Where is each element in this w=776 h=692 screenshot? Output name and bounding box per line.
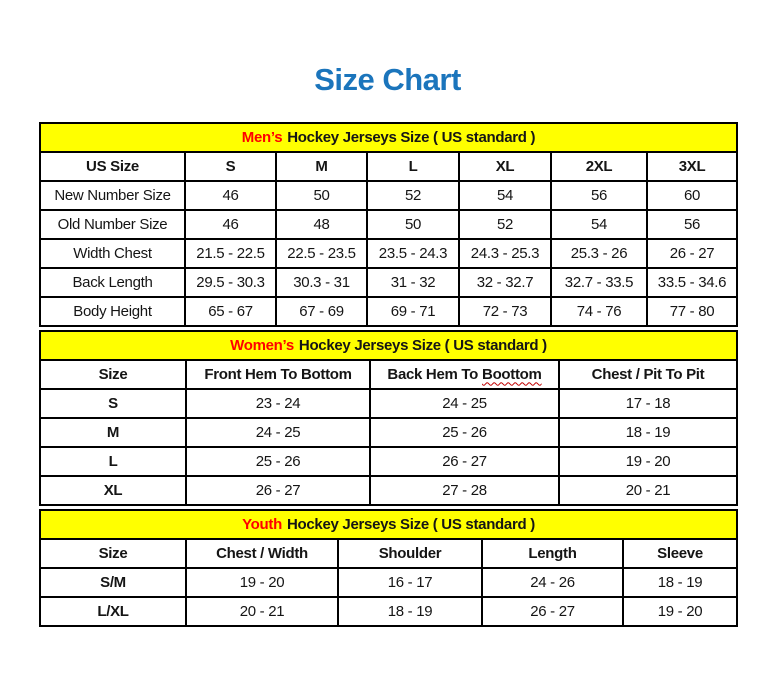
table-row <box>40 447 737 476</box>
column-header: Shoulder <box>338 539 482 568</box>
table-row <box>40 476 737 505</box>
mens-banner-text: Hockey Jerseys Size ( US standard ) <box>287 128 536 146</box>
table-cell: 48 <box>276 210 367 239</box>
row-label: Old Number Size <box>40 210 185 239</box>
column-header: Chest / Pit To Pit <box>559 360 737 389</box>
table-row <box>40 297 737 326</box>
table-cell: 23 - 24 <box>186 389 370 418</box>
table-cell: 19 - 20 <box>559 447 737 476</box>
table-cell: 20 - 21 <box>559 476 737 505</box>
table-cell: 25.3 - 26 <box>551 239 647 268</box>
womens-section-banner <box>40 331 737 360</box>
table-cell: 50 <box>276 181 367 210</box>
table-cell: 31 - 32 <box>367 268 459 297</box>
table-row <box>40 597 737 626</box>
table-cell: 27 - 28 <box>370 476 559 505</box>
mens-section-banner <box>40 123 737 152</box>
row-label: Body Height <box>40 297 185 326</box>
table-cell: 23.5 - 24.3 <box>367 239 459 268</box>
mens-banner-highlight: Men’s <box>241 128 283 146</box>
row-label: New Number Size <box>40 181 185 210</box>
table-cell: 60 <box>647 181 737 210</box>
column-header: Front Hem To Bottom <box>186 360 370 389</box>
row-label: XL <box>40 476 186 505</box>
table-cell: 22.5 - 23.5 <box>276 239 367 268</box>
column-header: Size <box>40 539 186 568</box>
table-cell: 24 - 26 <box>482 568 623 597</box>
table-row <box>40 210 737 239</box>
table-cell: 19 - 20 <box>623 597 737 626</box>
column-header: Size <box>40 360 186 389</box>
column-header: XL <box>459 152 551 181</box>
table-cell: 52 <box>367 181 459 210</box>
table-cell: 24.3 - 25.3 <box>459 239 551 268</box>
table-cell: 65 - 67 <box>185 297 276 326</box>
column-header: Chest / Width <box>186 539 338 568</box>
row-label: L <box>40 447 186 476</box>
table-cell: 32 - 32.7 <box>459 268 551 297</box>
table-cell: 30.3 - 31 <box>276 268 367 297</box>
table-cell: 74 - 76 <box>551 297 647 326</box>
table-cell: 26 - 27 <box>647 239 737 268</box>
table-cell: 25 - 26 <box>186 447 370 476</box>
table-cell: 72 - 73 <box>459 297 551 326</box>
table-cell: 33.5 - 34.6 <box>647 268 737 297</box>
womens-banner-row <box>40 331 737 360</box>
column-header: US Size <box>40 152 185 181</box>
table-cell: 54 <box>551 210 647 239</box>
table-cell: 24 - 25 <box>186 418 370 447</box>
table-cell: 52 <box>459 210 551 239</box>
table-cell: 26 - 27 <box>186 476 370 505</box>
womens-size-table <box>39 330 738 506</box>
table-row <box>40 568 737 597</box>
table-cell: 25 - 26 <box>370 418 559 447</box>
table-cell: 29.5 - 30.3 <box>185 268 276 297</box>
table-cell: 18 - 19 <box>338 597 482 626</box>
column-header: L <box>367 152 459 181</box>
table-cell: 21.5 - 22.5 <box>185 239 276 268</box>
youth-banner-highlight: Youth <box>242 515 282 533</box>
table-cell: 46 <box>185 181 276 210</box>
column-header-with-typo <box>370 360 559 389</box>
table-cell: 77 - 80 <box>647 297 737 326</box>
row-label: S/M <box>40 568 186 597</box>
youth-header-row <box>40 539 737 568</box>
page-title: Size Chart <box>314 62 461 97</box>
table-cell: 19 - 20 <box>186 568 338 597</box>
womens-banner-highlight: Women’s <box>230 336 294 354</box>
column-header: 3XL <box>647 152 737 181</box>
mens-banner-row <box>40 123 737 152</box>
table-cell: 17 - 18 <box>559 389 737 418</box>
column-header-text: Back Hem To <box>387 365 479 383</box>
mens-size-table <box>39 122 738 327</box>
table-row <box>40 418 737 447</box>
table-cell: 50 <box>367 210 459 239</box>
row-label: S <box>40 389 186 418</box>
table-cell: 69 - 71 <box>367 297 459 326</box>
row-label: M <box>40 418 186 447</box>
table-cell: 56 <box>551 181 647 210</box>
womens-header-row <box>40 360 737 389</box>
table-cell: 67 - 69 <box>276 297 367 326</box>
column-header: Sleeve <box>623 539 737 568</box>
table-cell: 16 - 17 <box>338 568 482 597</box>
column-header: 2XL <box>551 152 647 181</box>
table-cell: 26 - 27 <box>482 597 623 626</box>
column-header: Length <box>482 539 623 568</box>
column-header: S <box>185 152 276 181</box>
table-row <box>40 389 737 418</box>
table-cell: 18 - 19 <box>623 568 737 597</box>
youth-section-banner <box>40 510 737 539</box>
table-cell: 20 - 21 <box>186 597 338 626</box>
table-row <box>40 268 737 297</box>
table-cell: 54 <box>459 181 551 210</box>
womens-banner-text: Hockey Jerseys Size ( US standard ) <box>298 336 547 354</box>
table-cell: 24 - 25 <box>370 389 559 418</box>
table-row <box>40 239 737 268</box>
misspelled-word-squiggle: Boottom <box>482 365 542 383</box>
table-cell: 46 <box>185 210 276 239</box>
youth-banner-text: Hockey Jerseys Size ( US standard ) <box>286 515 535 533</box>
table-cell: 26 - 27 <box>370 447 559 476</box>
mens-header-row <box>40 152 737 181</box>
row-label: Width Chest <box>40 239 185 268</box>
youth-size-table <box>39 509 738 627</box>
row-label: L/XL <box>40 597 186 626</box>
table-cell: 32.7 - 33.5 <box>551 268 647 297</box>
table-cell: 18 - 19 <box>559 418 737 447</box>
column-header: M <box>276 152 367 181</box>
row-label: Back Length <box>40 268 185 297</box>
table-row <box>40 181 737 210</box>
table-cell: 56 <box>647 210 737 239</box>
youth-banner-row <box>40 510 737 539</box>
